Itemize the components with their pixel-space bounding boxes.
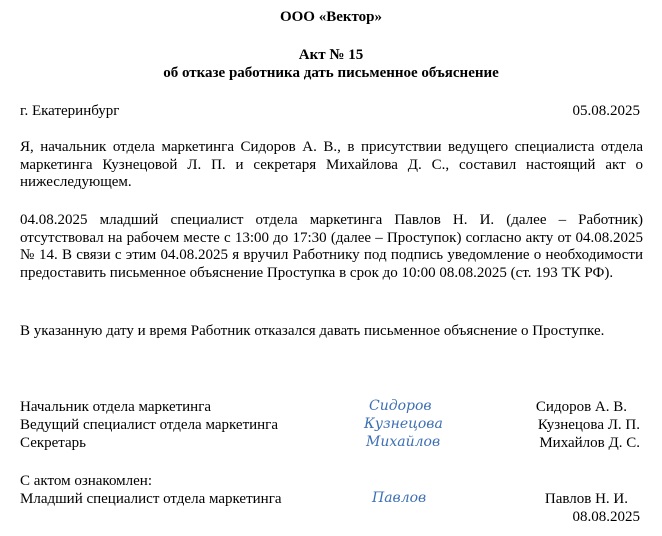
signatory-position: Секретарь: [20, 435, 87, 451]
handwritten-signature: Сидоров: [369, 398, 432, 414]
company-name: ООО «Вектор»: [279, 9, 383, 25]
handwritten-signature: Павлов: [372, 490, 427, 506]
employee-position: Младший специалист отдела маркетинга: [20, 491, 282, 507]
acknowledgement-date: 08.08.2025: [572, 509, 640, 525]
document-date: 05.08.2025: [572, 103, 640, 119]
document-title: Акт № 15: [298, 47, 364, 63]
employee-name: Павлов Н. И.: [544, 491, 628, 507]
document-subtitle: об отказе работника дать письменное объяснение: [163, 65, 499, 81]
signatory-name: Сидоров А. В.: [535, 399, 627, 415]
paragraph-intro: Я, начальник отдела маркетинга Сидоров А. В., в присутствии ведущего специалиста отдела маркетинга Кузнецовой Л. П. и секретаря Михайлова Д. С., составил настоящий акт о нижеследующем.: [20, 139, 643, 190]
handwritten-signature: Михайлов: [366, 434, 441, 450]
acknowledgement-label: С актом ознакомлен:: [20, 473, 152, 489]
signatory-name: Михайлов Д. С.: [539, 435, 640, 451]
signatory-position: Начальник отдела маркетинга: [20, 399, 212, 415]
paragraph-refusal: В указанную дату и время Работник отказался давать письменное объяснение о Проступке.: [20, 323, 605, 339]
handwritten-signature: Кузнецова: [364, 416, 443, 432]
paragraph-incident: 04.08.2025 младший специалист отдела маркетинга Павлов Н. И. (далее – Работник) отсутствовал на рабочем месте с 13:00 до 17:30 (далее – Проступок) согласно акту от 04.08.2025 № 14. В связи с этим 04.08.2025 я вручил Работнику под подпись уведомление о необходимости предоставить письменное объяснение Проступка в срок до 10:00 08.08.2025 (ст. 193 ТК РФ).: [20, 212, 643, 281]
signatory-position: Ведущий специалист отдела маркетинга: [20, 417, 278, 433]
signatory-name: Кузнецова Л. П.: [537, 417, 640, 433]
document-place: г. Екатеринбург: [20, 103, 120, 119]
